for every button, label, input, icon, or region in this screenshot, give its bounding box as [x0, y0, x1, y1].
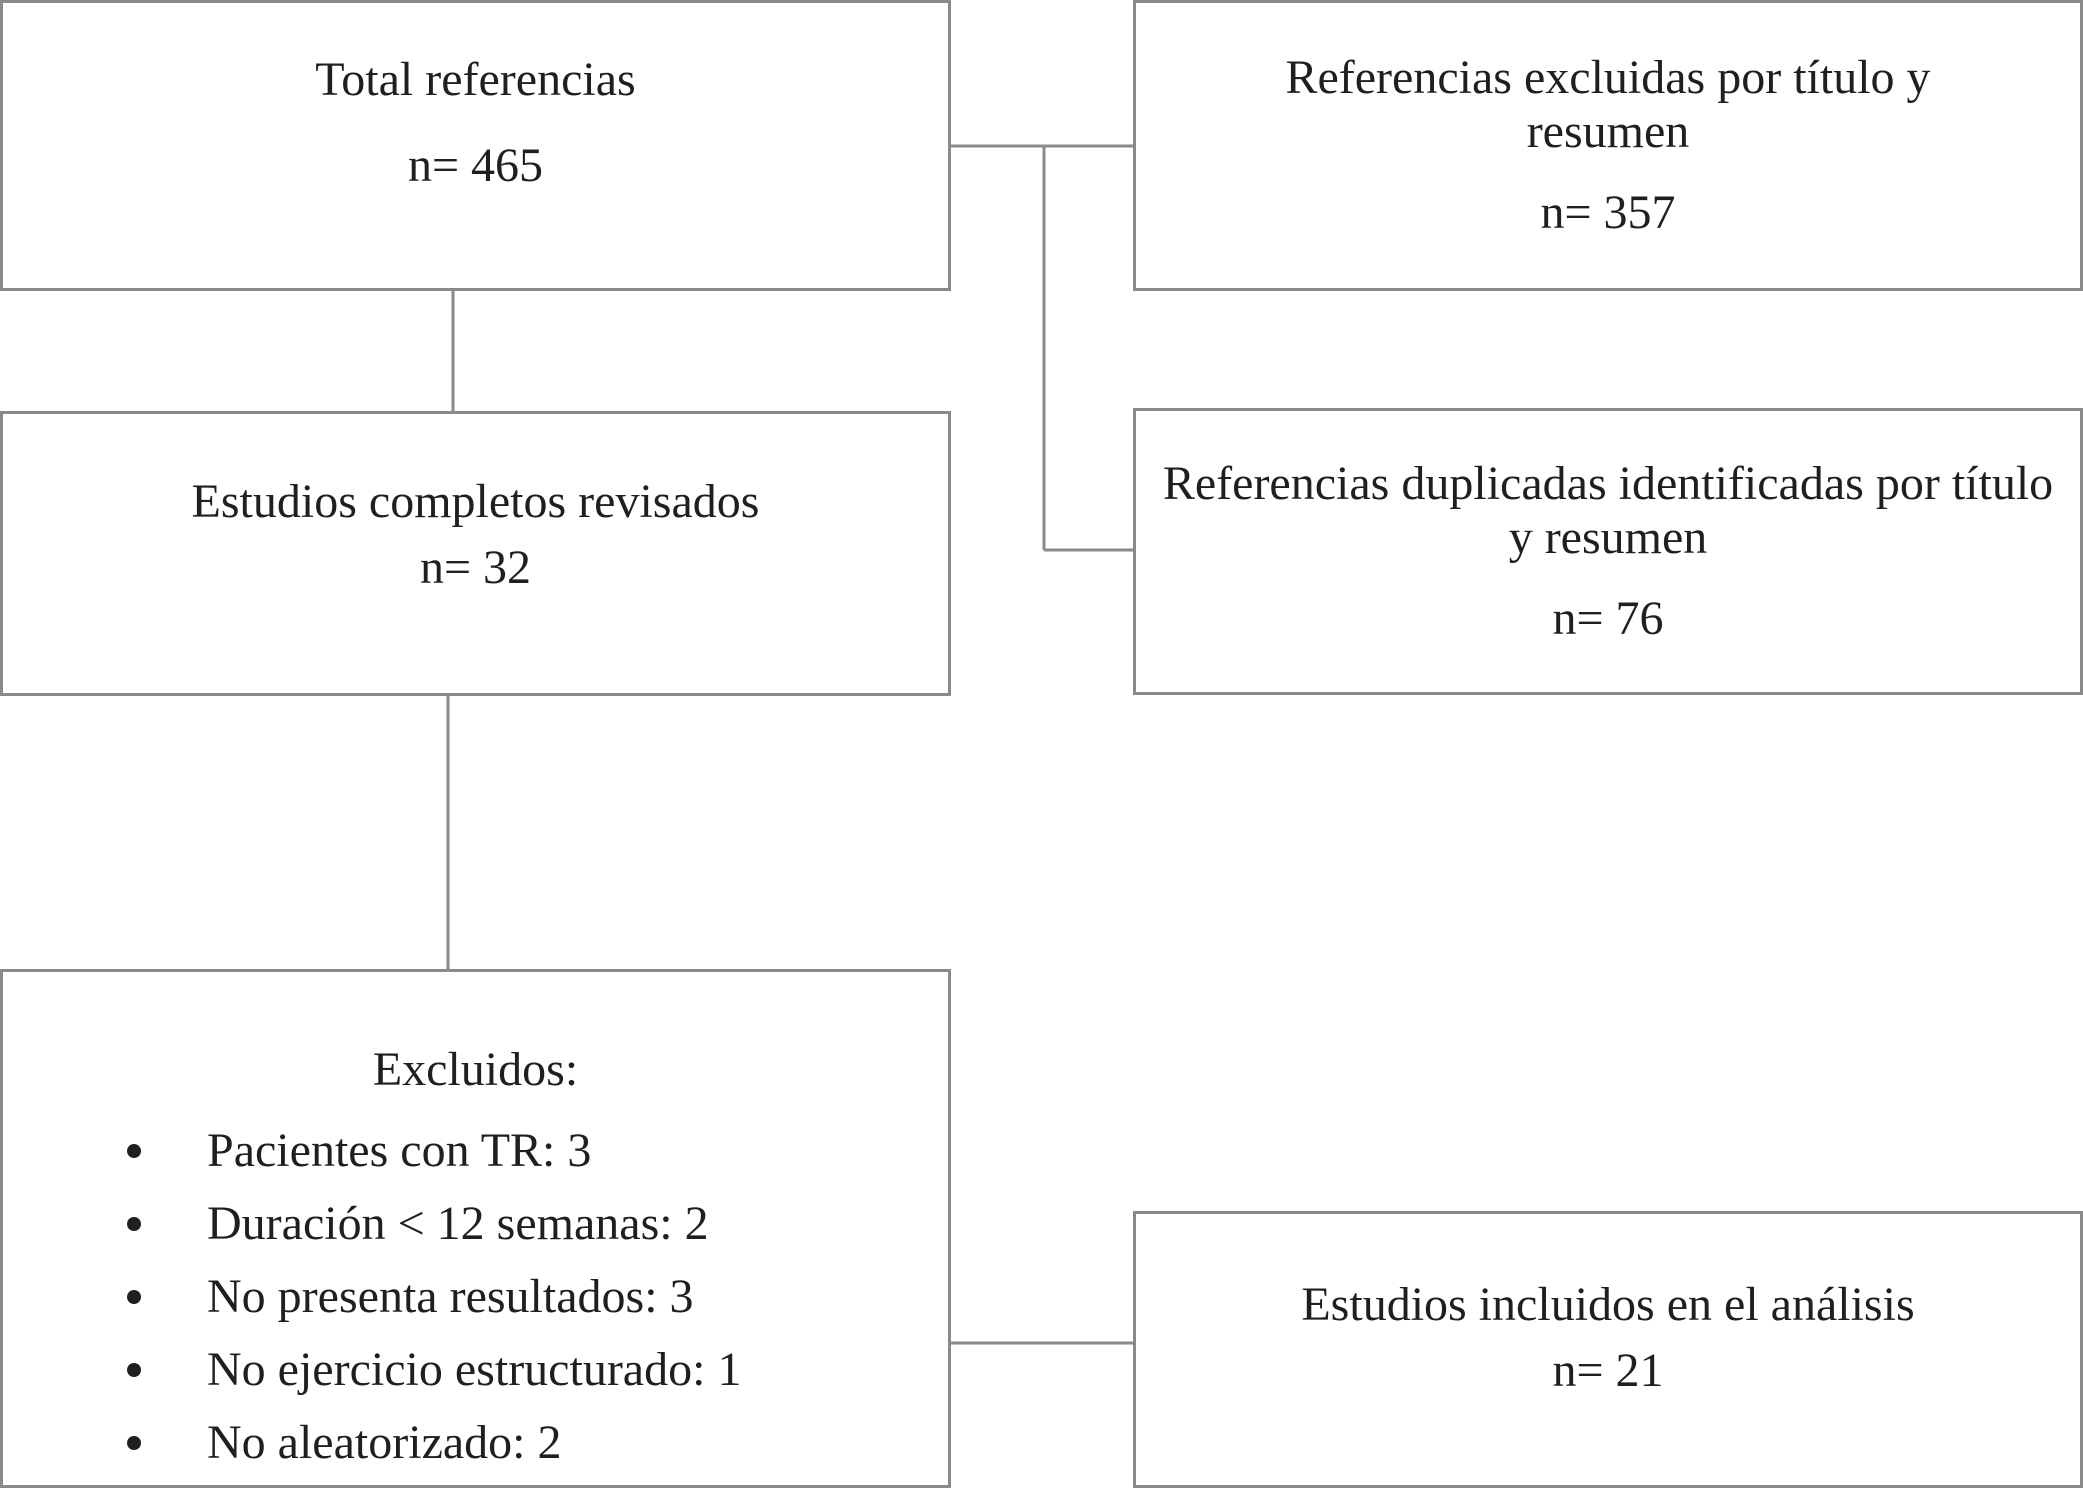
duplicates-count: n= 76 [1552, 591, 1664, 645]
excluded-reason-text: Duración < 12 semanas: 2 [207, 1197, 709, 1250]
excluded-reason-item [121, 1114, 741, 1187]
duplicates-box [1133, 408, 2083, 695]
bullet-icon [127, 1290, 141, 1304]
included-studies-count: n= 21 [1552, 1343, 1664, 1397]
excluded-reasons-box [0, 969, 951, 1488]
excluded-reason-text: No ejercicio estructurado: 1 [207, 1343, 742, 1396]
included-studies-box [1133, 1211, 2083, 1488]
duplicates-title: Referencias duplicadas identificadas por título y resumen [1162, 456, 2054, 564]
excluded-reasons-list [121, 1114, 741, 1479]
excluded-reason-item [121, 1333, 741, 1406]
excluded-reason-text: No presenta resultados: 3 [207, 1270, 694, 1323]
bullet-icon [127, 1363, 141, 1377]
excluded-reasons-heading: Excluidos: [372, 1043, 579, 1096]
excluded-reason-text: Pacientes con TR: 3 [207, 1124, 592, 1177]
excluded-reason-item [121, 1406, 741, 1479]
bullet-icon [127, 1144, 141, 1158]
excluded-reason-text: No aleatorizado: 2 [207, 1416, 562, 1469]
total-references-title: Total referencias [315, 52, 636, 106]
bullet-icon [127, 1217, 141, 1231]
excluded-by-title-title: Referencias excluidas por título y resumen [1285, 50, 1931, 158]
excluded-by-title-count: n= 357 [1540, 185, 1676, 239]
total-references-box [0, 0, 951, 291]
full-reviewed-count: n= 32 [419, 540, 532, 594]
excluded-by-title-box [1133, 0, 2083, 291]
excluded-reason-item [121, 1260, 741, 1333]
included-studies-title: Estudios incluidos en el análisis [1301, 1277, 1915, 1331]
full-reviewed-box [0, 411, 951, 696]
excluded-reason-item [121, 1187, 741, 1260]
total-references-count: n= 465 [407, 138, 544, 192]
full-reviewed-title: Estudios completos revisados [191, 474, 760, 528]
bullet-icon [127, 1436, 141, 1450]
